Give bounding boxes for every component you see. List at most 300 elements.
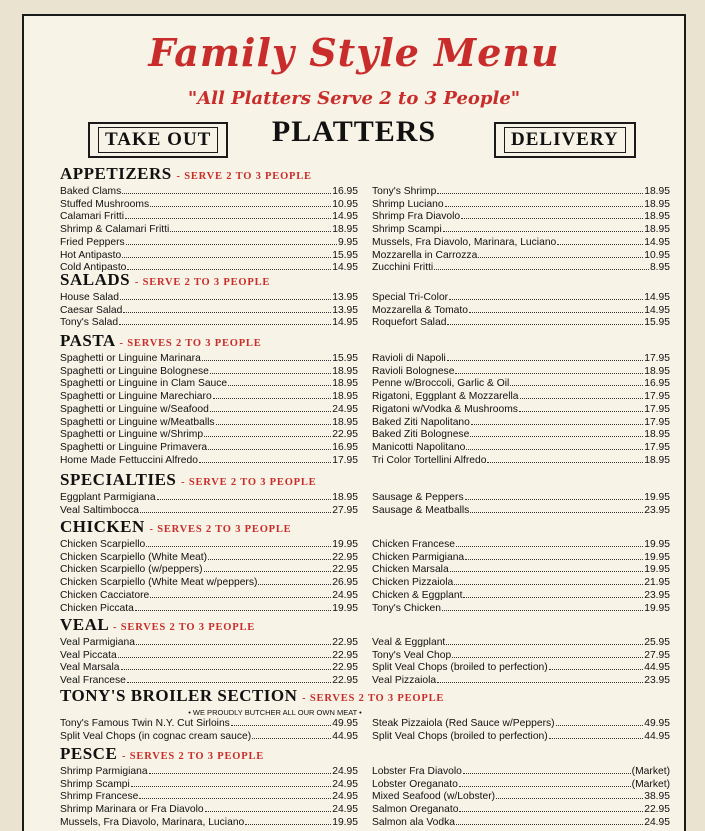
menu-column-left bbox=[60, 292, 358, 330]
item-name: Shrimp Scampi bbox=[60, 778, 130, 790]
section-veal bbox=[60, 616, 670, 688]
item-price: 15.95 bbox=[332, 353, 358, 364]
dot-leader bbox=[140, 512, 331, 513]
take-out-text: TAKE OUT bbox=[98, 127, 218, 153]
dot-leader bbox=[131, 786, 331, 787]
item-price: 18.95 bbox=[332, 391, 358, 403]
item-name: Tony's Famous Twin N.Y. Cut Sirloins bbox=[60, 718, 230, 729]
item-price: (Market) bbox=[631, 778, 670, 790]
section-heading bbox=[60, 165, 670, 186]
menu-item bbox=[60, 442, 358, 455]
item-price: (Market) bbox=[631, 766, 670, 777]
serve-note: - SERVE 2 TO 3 PEOPLE bbox=[176, 171, 312, 182]
item-name: Chicken Scarpiello (White Meat w/peppers) bbox=[60, 577, 258, 589]
item-price: 24.95 bbox=[332, 766, 358, 777]
section-name: PESCE bbox=[60, 744, 118, 763]
item-name: Zucchini Fritti bbox=[372, 262, 434, 274]
item-name: Shrimp Scampi bbox=[372, 224, 442, 236]
dot-leader bbox=[487, 462, 643, 463]
menu-item bbox=[60, 224, 358, 237]
menu-column-left bbox=[60, 492, 358, 517]
item-price: 22.95 bbox=[332, 675, 358, 687]
dot-leader bbox=[465, 559, 643, 560]
menu-item bbox=[60, 791, 358, 804]
item-price: 14.95 bbox=[644, 236, 670, 248]
dot-leader bbox=[208, 449, 331, 450]
dot-leader bbox=[122, 193, 331, 194]
item-price: 25.95 bbox=[644, 637, 670, 648]
item-price: 18.95 bbox=[644, 429, 670, 441]
menu-title: Family Style Menu bbox=[148, 30, 560, 75]
section-heading bbox=[60, 518, 670, 539]
item-price: 24.95 bbox=[332, 791, 358, 803]
serve-note: - SERVES 2 TO 3 PEOPLE bbox=[119, 338, 262, 349]
section-broiler bbox=[60, 687, 670, 743]
dot-leader bbox=[455, 373, 643, 374]
section-specialties bbox=[60, 471, 670, 517]
menu-item bbox=[372, 305, 670, 318]
item-name: Chicken Francese bbox=[372, 539, 455, 550]
item-name: Lobster Oreganato bbox=[372, 778, 458, 790]
item-name: Spaghetti or Linguine Marinara bbox=[60, 353, 201, 364]
menu-item bbox=[60, 429, 358, 442]
dot-leader bbox=[205, 811, 332, 812]
menu-column-right bbox=[372, 492, 670, 517]
dot-leader bbox=[459, 786, 631, 787]
menu-item bbox=[372, 391, 670, 404]
section-name: VEAL bbox=[60, 615, 109, 634]
menu-item bbox=[372, 731, 670, 744]
menu-column-left bbox=[60, 353, 358, 467]
menu-item bbox=[372, 552, 670, 565]
dot-leader bbox=[447, 324, 643, 325]
item-price: 10.95 bbox=[644, 249, 670, 261]
dot-leader bbox=[549, 669, 644, 670]
dot-leader bbox=[456, 824, 643, 825]
item-price: 8.95 bbox=[649, 262, 670, 274]
item-name: Salmon Oreganato bbox=[372, 804, 459, 816]
item-price: 24.95 bbox=[332, 403, 358, 415]
item-name: Shrimp Francese bbox=[60, 791, 139, 803]
dot-leader bbox=[150, 206, 331, 207]
dot-leader bbox=[446, 644, 643, 645]
dot-leader bbox=[149, 773, 332, 774]
item-name: Shrimp Fra Diavolo bbox=[372, 211, 461, 223]
menu-item bbox=[60, 417, 358, 430]
item-name: Split Veal Chops (broiled to perfection) bbox=[372, 730, 548, 742]
item-name: Spaghetti or Linguine in Clam Sauce bbox=[60, 378, 228, 390]
dot-leader bbox=[459, 811, 643, 812]
item-name: Ravioli di Napoli bbox=[372, 353, 446, 364]
item-price: 22.95 bbox=[332, 429, 358, 441]
menu-column-right bbox=[372, 539, 670, 615]
item-price: 44.95 bbox=[644, 730, 670, 742]
menu-item bbox=[372, 237, 670, 250]
dot-leader bbox=[471, 424, 643, 425]
item-price: 18.95 bbox=[644, 198, 670, 210]
section-columns bbox=[60, 292, 670, 330]
menu-item bbox=[60, 817, 358, 830]
menu-item bbox=[60, 505, 358, 518]
item-price: 22.95 bbox=[644, 804, 670, 816]
item-name: Veal Pizzaiola bbox=[372, 675, 437, 687]
menu-item bbox=[372, 650, 670, 663]
dot-leader bbox=[199, 462, 331, 463]
serve-note: - SERVES 2 TO 3 PEOPLE bbox=[122, 751, 265, 762]
item-name: Mixed Seafood (w/Lobster) bbox=[372, 791, 496, 803]
item-price: 23.95 bbox=[644, 589, 670, 601]
dot-leader bbox=[519, 411, 643, 412]
menu-column-right bbox=[372, 292, 670, 330]
section-chicken bbox=[60, 518, 670, 615]
item-price: 19.95 bbox=[332, 539, 358, 550]
item-price: 17.95 bbox=[644, 416, 670, 428]
item-price: 19.95 bbox=[644, 602, 670, 614]
dot-leader bbox=[126, 244, 337, 245]
item-name: Chicken Parmigiana bbox=[372, 551, 465, 563]
item-price: 18.95 bbox=[644, 186, 670, 197]
menu-item bbox=[372, 224, 670, 237]
item-price: 19.95 bbox=[644, 492, 670, 503]
menu-column-right bbox=[372, 637, 670, 688]
item-price: 19.95 bbox=[332, 602, 358, 614]
menu-item bbox=[372, 637, 670, 650]
item-name: Chicken Marsala bbox=[372, 564, 449, 576]
item-price: 24.95 bbox=[332, 778, 358, 790]
item-price: 44.95 bbox=[644, 662, 670, 674]
item-name: Shrimp Luciano bbox=[372, 198, 444, 210]
item-name: Veal Parmigiana bbox=[60, 637, 135, 648]
item-price: 19.95 bbox=[644, 551, 670, 563]
dot-leader bbox=[452, 657, 643, 658]
dot-leader bbox=[252, 738, 331, 739]
serve-note: - SERVE 2 TO 3 PEOPLE bbox=[181, 477, 317, 488]
item-price: 19.95 bbox=[332, 816, 358, 828]
item-price: 24.95 bbox=[332, 804, 358, 816]
item-price: 15.95 bbox=[332, 249, 358, 261]
menu-item bbox=[60, 199, 358, 212]
item-name: Sausage & Peppers bbox=[372, 492, 464, 503]
item-name: Split Veal Chops (in cognac cream sauce) bbox=[60, 730, 252, 742]
section-name: CHICKEN bbox=[60, 517, 145, 536]
dot-leader bbox=[470, 512, 643, 513]
menu-item bbox=[372, 804, 670, 817]
dot-leader bbox=[216, 424, 332, 425]
menu-item bbox=[60, 539, 358, 552]
item-price: 24.95 bbox=[644, 816, 670, 828]
item-price: 18.95 bbox=[644, 211, 670, 223]
menu-item bbox=[60, 804, 358, 817]
dot-leader bbox=[456, 546, 643, 547]
item-name: Penne w/Broccoli, Garlic & Oil bbox=[372, 378, 510, 390]
item-name: Tony's Shrimp bbox=[372, 186, 437, 197]
menu-item bbox=[60, 455, 358, 468]
item-name: Tri Color Tortellini Alfredo bbox=[372, 454, 487, 466]
item-name: Chicken Pizzaiola bbox=[372, 577, 454, 589]
delivery-label bbox=[494, 122, 636, 158]
dot-leader bbox=[146, 546, 331, 547]
item-price: 17.95 bbox=[644, 441, 670, 453]
item-price: 17.95 bbox=[644, 403, 670, 415]
item-name: Caesar Salad bbox=[60, 304, 123, 316]
section-columns bbox=[60, 637, 670, 688]
item-name: Chicken Cacciatore bbox=[60, 589, 150, 601]
item-name: Shrimp & Calamari Fritti bbox=[60, 224, 170, 236]
item-name: Chicken Piccata bbox=[60, 602, 134, 614]
dot-leader bbox=[213, 398, 332, 399]
dot-leader bbox=[447, 360, 643, 361]
dot-leader bbox=[210, 411, 331, 412]
item-name: Baked Clams bbox=[60, 186, 122, 197]
section-heading bbox=[60, 745, 670, 766]
dot-leader bbox=[437, 682, 643, 683]
menu-item bbox=[372, 250, 670, 263]
section-heading bbox=[60, 616, 670, 637]
item-price: 17.95 bbox=[644, 391, 670, 403]
menu-item bbox=[60, 590, 358, 603]
dot-leader bbox=[478, 257, 643, 258]
item-name: Spaghetti or Linguine w/Seafood bbox=[60, 403, 209, 415]
item-name: Mozzarella in Carrozza bbox=[372, 249, 478, 261]
menu-item bbox=[60, 731, 358, 744]
item-name: Lobster Fra Diavolo bbox=[372, 766, 462, 777]
dot-leader bbox=[121, 669, 332, 670]
item-price: 49.95 bbox=[332, 718, 358, 729]
section-heading bbox=[60, 271, 670, 292]
item-name: Chicken Scarpiello (w/peppers) bbox=[60, 564, 203, 576]
menu-item bbox=[372, 718, 670, 731]
broiler-note: • WE PROUDLY BUTCHER ALL OUR OWN MEAT • bbox=[188, 708, 362, 717]
dot-leader bbox=[520, 398, 644, 399]
section-columns bbox=[60, 718, 670, 743]
item-name: Mussels, Fra Diavolo, Marinara, Luciano bbox=[60, 816, 245, 828]
menu-item bbox=[60, 391, 358, 404]
menu-item bbox=[372, 353, 670, 366]
dot-leader bbox=[437, 193, 643, 194]
dot-leader bbox=[136, 644, 331, 645]
item-price: 18.95 bbox=[644, 454, 670, 466]
section-heading bbox=[60, 471, 670, 492]
item-price: 19.95 bbox=[644, 564, 670, 576]
item-price: 24.95 bbox=[332, 589, 358, 601]
item-price: 26.95 bbox=[332, 577, 358, 589]
section-columns bbox=[60, 353, 670, 467]
dot-leader bbox=[557, 244, 643, 245]
dot-leader bbox=[119, 324, 331, 325]
dot-leader bbox=[466, 449, 643, 450]
menu-item bbox=[60, 378, 358, 391]
menu-item bbox=[372, 455, 670, 468]
dot-leader bbox=[157, 499, 332, 500]
menu-item bbox=[60, 577, 358, 590]
dot-leader bbox=[135, 610, 331, 611]
item-name: Spaghetti or Linguine Marechiaro bbox=[60, 391, 212, 403]
dot-leader bbox=[118, 657, 332, 658]
dot-leader bbox=[510, 385, 643, 386]
menu-item bbox=[60, 404, 358, 417]
menu-item bbox=[372, 564, 670, 577]
menu-item bbox=[60, 211, 358, 224]
item-price: 13.95 bbox=[332, 304, 358, 316]
dot-leader bbox=[258, 584, 331, 585]
dot-leader bbox=[245, 824, 331, 825]
item-price: 18.95 bbox=[332, 416, 358, 428]
menu-item bbox=[372, 199, 670, 212]
menu-item bbox=[372, 817, 670, 830]
item-name: Calamari Fritti bbox=[60, 211, 125, 223]
item-name: House Salad bbox=[60, 292, 119, 303]
item-name: Stuffed Mushrooms bbox=[60, 198, 150, 210]
dot-leader bbox=[463, 773, 631, 774]
section-appetizers bbox=[60, 165, 670, 275]
item-price: 27.95 bbox=[644, 649, 670, 661]
item-name: Hot Antipasto bbox=[60, 249, 122, 261]
dot-leader bbox=[549, 738, 644, 739]
item-name: Steak Pizzaiola (Red Sauce w/Peppers) bbox=[372, 718, 555, 729]
menu-item bbox=[60, 292, 358, 305]
menu-item bbox=[372, 417, 670, 430]
menu-column-left bbox=[60, 539, 358, 615]
dot-leader bbox=[120, 299, 331, 300]
item-price: 22.95 bbox=[332, 551, 358, 563]
item-price: 18.95 bbox=[644, 224, 670, 236]
item-name: Split Veal Chops (broiled to perfection) bbox=[372, 662, 548, 674]
item-price: 18.95 bbox=[332, 378, 358, 390]
item-price: 44.95 bbox=[332, 730, 358, 742]
menu-item bbox=[60, 552, 358, 565]
menu-item bbox=[60, 353, 358, 366]
item-price: 23.95 bbox=[644, 675, 670, 687]
item-name: Home Made Fettuccini Alfredo bbox=[60, 454, 198, 466]
menu-item bbox=[372, 603, 670, 616]
dot-leader bbox=[461, 218, 643, 219]
item-price: 21.95 bbox=[644, 577, 670, 589]
item-price: 15.95 bbox=[644, 317, 670, 329]
item-price: 14.95 bbox=[332, 317, 358, 329]
item-price: 14.95 bbox=[332, 211, 358, 223]
menu-item bbox=[60, 603, 358, 616]
menu-item bbox=[60, 366, 358, 379]
item-price: 19.95 bbox=[644, 539, 670, 550]
item-name: Rigatoni, Eggplant & Mozzarella bbox=[372, 391, 519, 403]
item-name: Eggplant Parmigiana bbox=[60, 492, 156, 503]
item-name: Spaghetti or Linguine Primavera bbox=[60, 441, 208, 453]
menu-item bbox=[60, 250, 358, 263]
menu-item bbox=[372, 539, 670, 552]
item-price: 22.95 bbox=[332, 564, 358, 576]
item-name: Spaghetti or Linguine w/Meatballs bbox=[60, 416, 215, 428]
item-price: 49.95 bbox=[644, 718, 670, 729]
menu-column-left bbox=[60, 637, 358, 688]
menu-item bbox=[60, 305, 358, 318]
menu-item bbox=[372, 505, 670, 518]
menu-item bbox=[60, 650, 358, 663]
item-price: 22.95 bbox=[332, 637, 358, 648]
serve-note: - SERVE 2 TO 3 PEOPLE bbox=[134, 277, 271, 288]
dot-leader bbox=[556, 725, 644, 726]
menu-item bbox=[372, 292, 670, 305]
item-name: Manicotti Napolitano bbox=[372, 441, 466, 453]
menu-item bbox=[372, 662, 670, 675]
menu-item bbox=[372, 378, 670, 391]
menu-column-left bbox=[60, 766, 358, 830]
menu-item bbox=[60, 564, 358, 577]
menu-item bbox=[60, 766, 358, 779]
menu-column-left bbox=[60, 718, 358, 743]
dot-leader bbox=[465, 499, 644, 500]
section-columns bbox=[60, 766, 670, 830]
dot-leader bbox=[496, 798, 643, 799]
dot-leader bbox=[228, 385, 331, 386]
menu-item bbox=[372, 492, 670, 505]
item-price: 9.95 bbox=[337, 236, 358, 248]
section-pasta bbox=[60, 332, 670, 467]
item-name: Veal Piccata bbox=[60, 649, 117, 661]
item-price: 14.95 bbox=[644, 292, 670, 303]
menu-item bbox=[60, 637, 358, 650]
item-name: Shrimp Parmigiana bbox=[60, 766, 148, 777]
section-heading bbox=[60, 332, 670, 353]
section-columns bbox=[60, 186, 670, 275]
menu-item bbox=[372, 317, 670, 330]
section-name: SPECIALTIES bbox=[60, 470, 177, 489]
menu-item bbox=[372, 577, 670, 590]
item-name: Chicken Scarpiello bbox=[60, 539, 146, 550]
dot-leader bbox=[123, 312, 331, 313]
serve-note: - SERVES 2 TO 3 PEOPLE bbox=[149, 524, 292, 535]
dot-leader bbox=[204, 571, 332, 572]
menu-subtitle: "All Platters Serve 2 to 3 People" bbox=[187, 88, 521, 109]
section-name: APPETIZERS bbox=[60, 164, 172, 183]
dot-leader bbox=[443, 231, 643, 232]
section-pesce bbox=[60, 745, 670, 830]
item-price: 16.95 bbox=[644, 378, 670, 390]
item-name: Baked Ziti Napolitano bbox=[372, 416, 470, 428]
item-name: Veal & Eggplant bbox=[372, 637, 446, 648]
dot-leader bbox=[202, 360, 331, 361]
item-name: Spaghetti or Linguine Bolognese bbox=[60, 365, 209, 377]
item-price: 18.95 bbox=[332, 224, 358, 236]
menu-item bbox=[60, 718, 358, 731]
dot-leader bbox=[127, 682, 331, 683]
dot-leader bbox=[170, 231, 331, 232]
dot-leader bbox=[445, 206, 644, 207]
dot-leader bbox=[125, 218, 331, 219]
dot-leader bbox=[449, 299, 643, 300]
item-name: Cold Antipasto bbox=[60, 262, 127, 274]
menu-column-right bbox=[372, 186, 670, 275]
item-price: 17.95 bbox=[332, 454, 358, 466]
menu-item bbox=[60, 186, 358, 199]
item-price: 38.95 bbox=[644, 791, 670, 803]
dot-leader bbox=[210, 373, 331, 374]
item-price: 18.95 bbox=[644, 365, 670, 377]
item-name: Fried Peppers bbox=[60, 236, 125, 248]
item-price: 10.95 bbox=[332, 198, 358, 210]
dot-leader bbox=[469, 312, 643, 313]
item-name: Veal Francese bbox=[60, 675, 126, 687]
menu-item bbox=[372, 442, 670, 455]
menu-item bbox=[372, 186, 670, 199]
menu-item bbox=[60, 237, 358, 250]
dot-leader bbox=[150, 597, 331, 598]
menu-item bbox=[60, 779, 358, 792]
item-price: 27.95 bbox=[332, 504, 358, 516]
item-name: Mozzarella & Tomato bbox=[372, 304, 468, 316]
item-price: 14.95 bbox=[644, 304, 670, 316]
item-name: Mussels, Fra Diavolo, Marinara, Luciano bbox=[372, 236, 557, 248]
dot-leader bbox=[442, 610, 643, 611]
